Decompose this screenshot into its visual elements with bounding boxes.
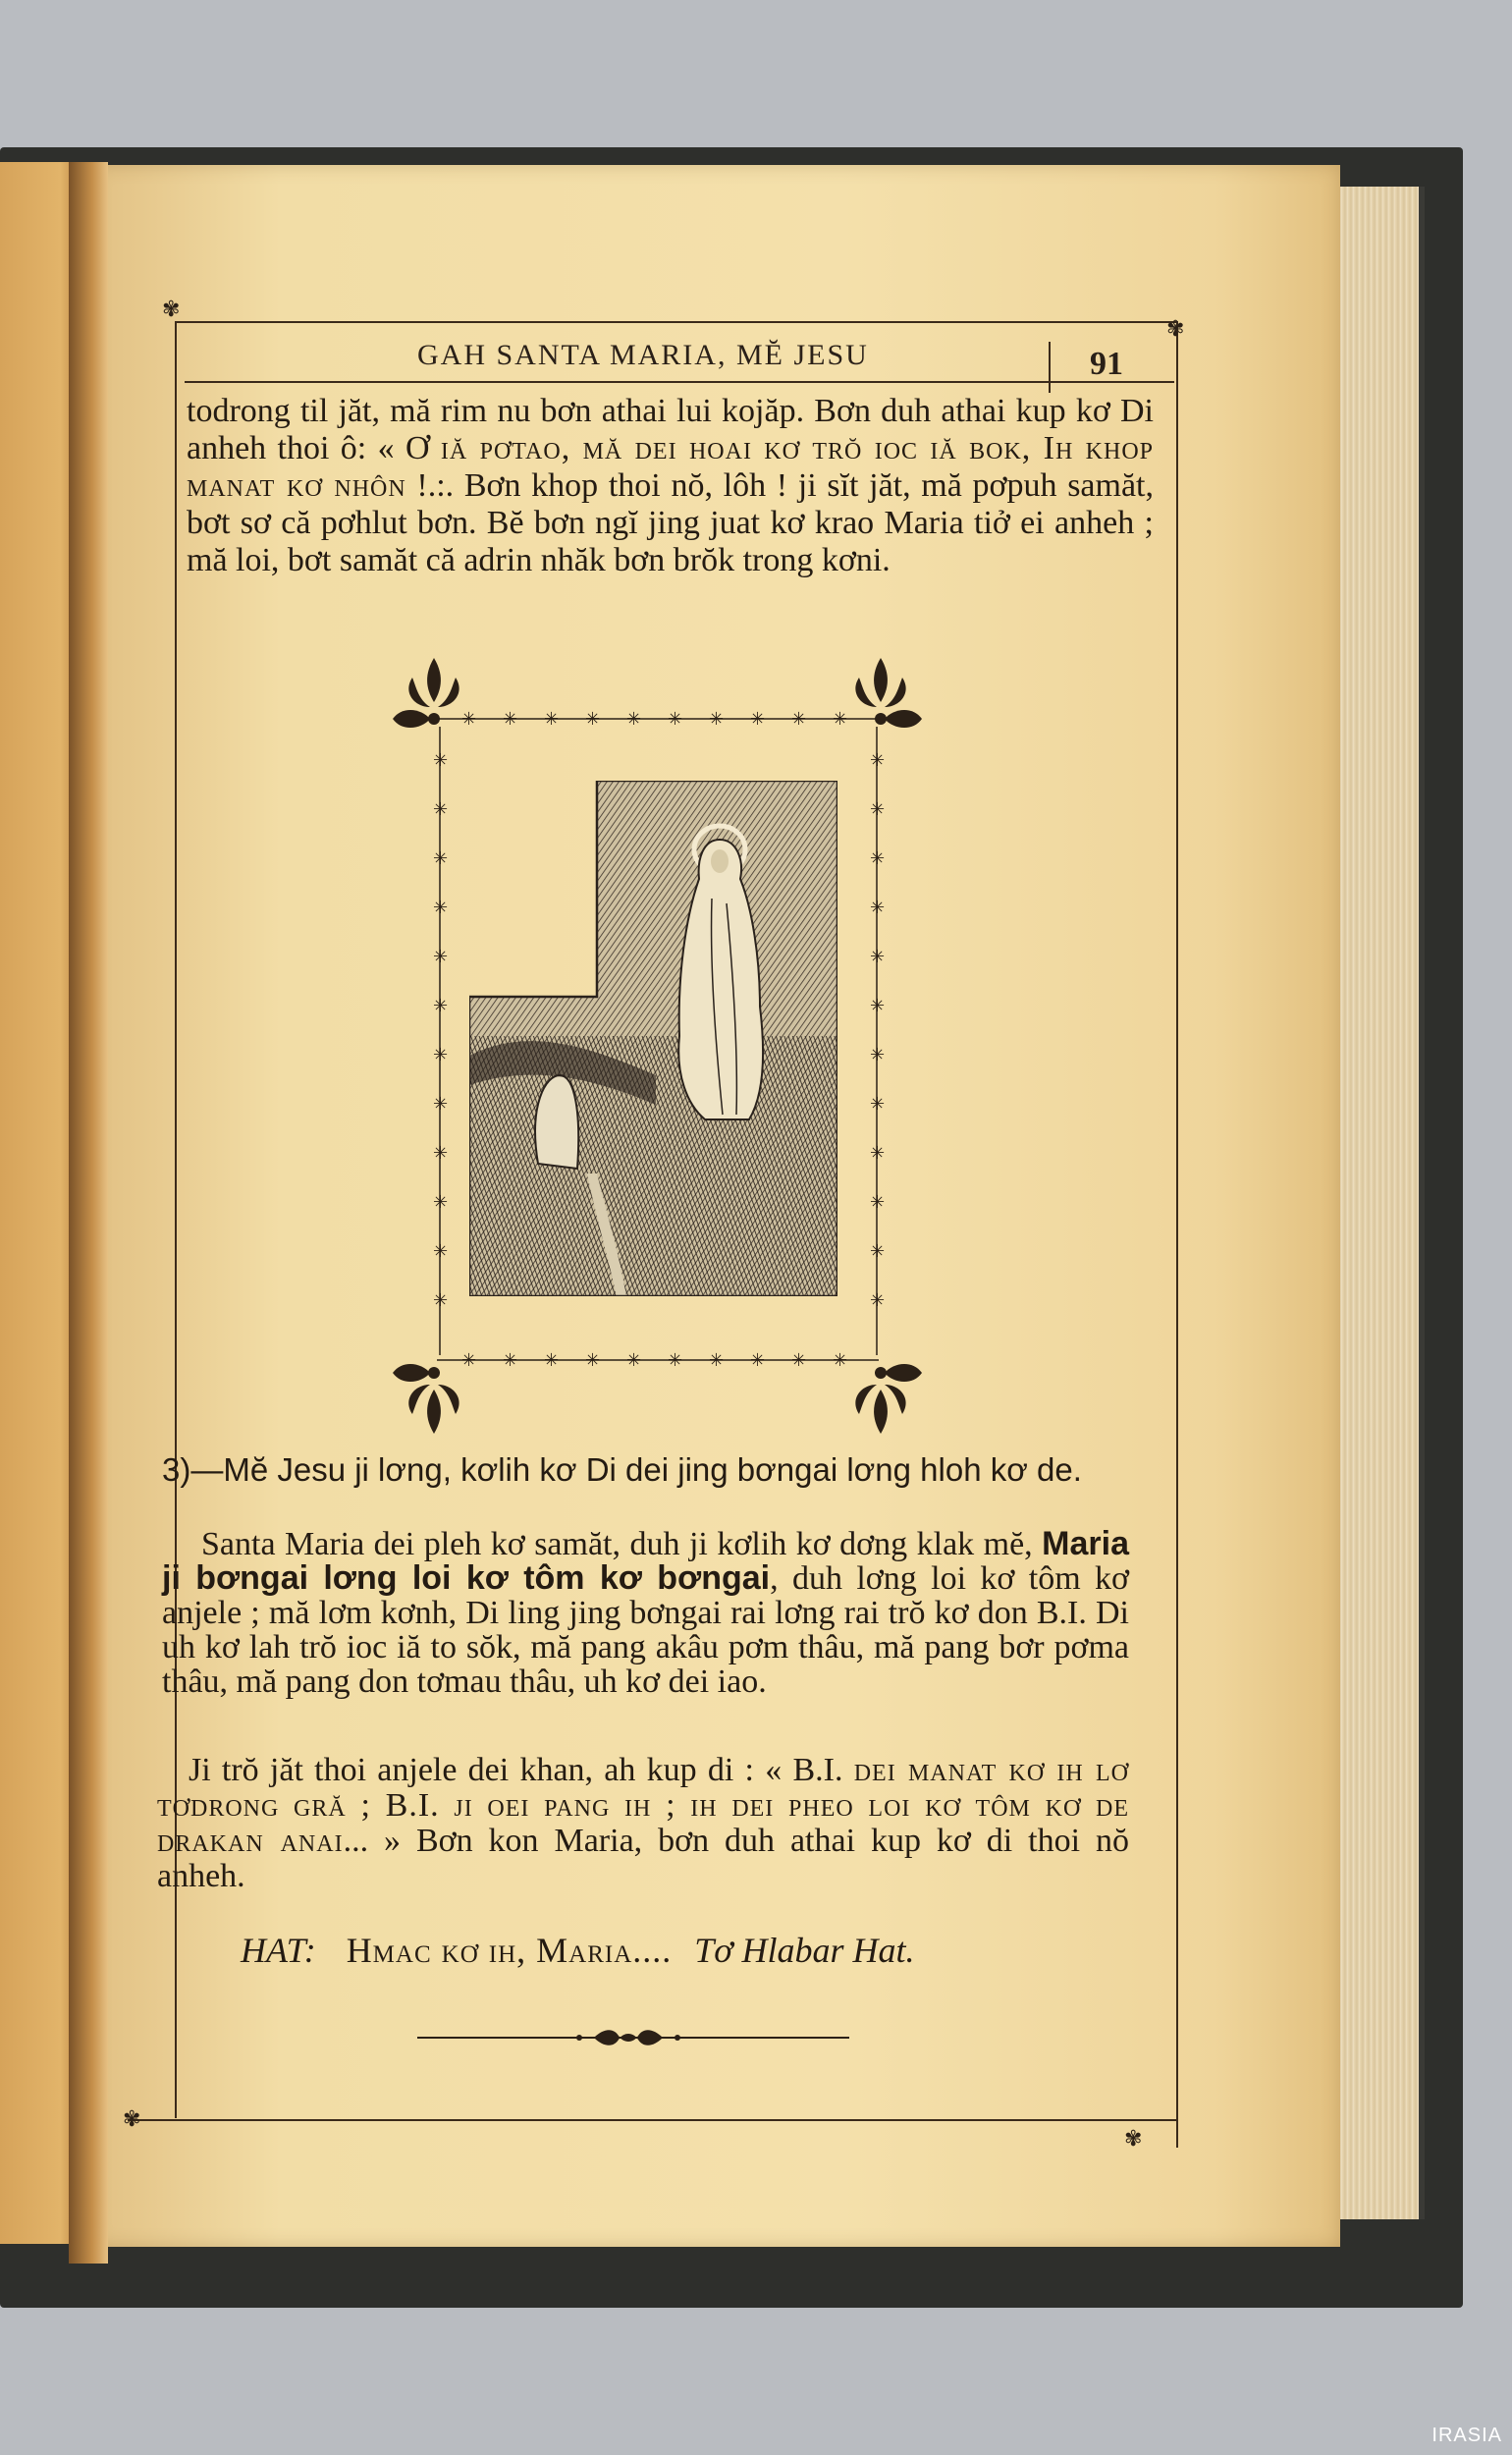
fleuron-corner-icon: ✾	[162, 298, 181, 322]
svg-text:✳: ✳	[585, 709, 601, 730]
paragraph-1	[187, 393, 1154, 579]
svg-text:✳: ✳	[870, 848, 886, 869]
hymn-reference: Tơ Hlabar Hat.	[694, 1931, 915, 1970]
paragraph-2-text: Santa Maria dei pleh kơ samăt, duh ji kơlih kơ dơng klak mĕ,	[201, 1526, 1043, 1562]
svg-text:✳: ✳	[503, 709, 518, 730]
header-divider	[1049, 342, 1051, 393]
virgin-mary-engraving	[469, 781, 837, 1296]
paragraph-3-text-end: ... » Bơn kon Maria, bơn duh athai kup kơ di thoi nŏ anheh.	[157, 1823, 1129, 1894]
book-gutter	[69, 162, 108, 2264]
svg-text:✳: ✳	[791, 709, 807, 730]
paragraph-3	[157, 1753, 1129, 1894]
svg-text:✳: ✳	[750, 1350, 766, 1371]
fleuron-corner-icon: ✾	[1124, 2127, 1143, 2152]
svg-text:✳: ✳	[461, 1350, 477, 1371]
svg-text:✳: ✳	[626, 1350, 642, 1371]
hymn-label: HAT:	[241, 1931, 316, 1970]
svg-text:✳: ✳	[750, 709, 766, 730]
paragraph-2-text-end: , duh lơng loi kơ tôm kơ anjele ; mă lơm kơnh, Di ling jing bơngai rai lơng rai trŏ kơ don B.I. Di uh kơ lah trŏ ioc iă to sŏk, mă pang akâu pơm thâu, mă pang bơr pơma thâu, mă pang don tơmau thâu, uh kơ dei iao.	[162, 1560, 1129, 1700]
svg-text:✳: ✳	[870, 1094, 886, 1115]
svg-text:✳: ✳	[870, 1143, 886, 1164]
fleuron-corner-icon: ✾	[123, 2107, 141, 2132]
page-edges	[1330, 187, 1425, 2219]
frame-top-rule	[175, 321, 1178, 323]
svg-text:✳: ✳	[433, 1143, 449, 1164]
svg-text:✳: ✳	[870, 799, 886, 820]
svg-text:✳: ✳	[870, 1045, 886, 1065]
svg-text:✳: ✳	[668, 709, 683, 730]
svg-text:✳: ✳	[503, 1350, 518, 1371]
frame-bottom-rule	[128, 2119, 1176, 2121]
paragraph-1-smallcaps: iă pơtao, mă dei hoai kơ trŏ ioc iă bok, Ih khop manat kơ nhôn	[187, 430, 1155, 504]
lily-ornament-icon	[393, 658, 459, 728]
svg-text:✳: ✳	[433, 1241, 449, 1262]
svg-text:✳: ✳	[433, 750, 449, 771]
svg-text:✳: ✳	[433, 848, 449, 869]
hymn-title: Hmac kơ ih, Maria....	[346, 1931, 673, 1970]
svg-text:✳: ✳	[433, 947, 449, 967]
frame-right-rule	[1176, 321, 1178, 2148]
svg-text:✳: ✳	[870, 898, 886, 918]
svg-text:✳: ✳	[433, 996, 449, 1016]
svg-text:✳: ✳	[585, 1350, 601, 1371]
svg-text:✳: ✳	[433, 1094, 449, 1115]
watermark: IRASIA	[1431, 2425, 1502, 2446]
svg-text:✳: ✳	[870, 947, 886, 967]
svg-text:✳: ✳	[433, 898, 449, 918]
svg-text:✳: ✳	[433, 1192, 449, 1213]
paragraph-1-text-end: !.:. Bơn khop thoi nŏ, lôh ! ji sĭt jăt, mă pơpuh samăt, bơt sơ că pơhlut bơn. Bĕ bơn ngĭ jing juat kơ krao Maria tiở ei anheh ; mă loi, bơt samăt că adrin nhăk bơn brŏk trong kơni.	[187, 467, 1154, 578]
paragraph-2-bold: Maria ji bơngai lơng loi kơ tôm kơ bơngai	[162, 1525, 1129, 1597]
scroll-ornament-icon	[417, 2028, 849, 2047]
svg-text:✳: ✳	[833, 709, 848, 730]
running-title: GAH SANTA MARIA, MĔ JESU	[417, 339, 869, 371]
svg-text:✳: ✳	[833, 1350, 848, 1371]
svg-text:✳: ✳	[668, 1350, 683, 1371]
svg-text:✳: ✳	[870, 1192, 886, 1213]
svg-text:✳: ✳	[544, 1350, 560, 1371]
header-rule	[185, 381, 1174, 383]
svg-text:✳: ✳	[433, 1290, 449, 1311]
svg-text:✳: ✳	[870, 1290, 886, 1311]
paragraph-2	[162, 1527, 1129, 1699]
svg-text:✳: ✳	[709, 709, 725, 730]
svg-text:✳: ✳	[709, 1350, 725, 1371]
svg-text:✳: ✳	[870, 1241, 886, 1262]
paragraph-3-text: Ji trŏ jăt thoi anjele dei khan, ah kup di : « B.I.	[189, 1752, 854, 1788]
svg-text:✳: ✳	[461, 709, 477, 730]
section-3-heading: 3)—Mĕ Jesu ji lơng, kơlih kơ Di dei jing bơngai lơng hloh kơ de.	[162, 1451, 1082, 1488]
page-number: 91	[1090, 346, 1123, 382]
paragraph-3-smallcaps: dei manat kơ ih lơ tơdrong gră ; B.I. ji oei pang ih ; ih dei pheo loi kơ tôm kơ de drakan anai	[157, 1752, 1129, 1859]
svg-text:✳: ✳	[433, 799, 449, 820]
svg-text:✳: ✳	[870, 996, 886, 1016]
svg-text:✳: ✳	[544, 709, 560, 730]
svg-text:✳: ✳	[870, 750, 886, 771]
fleuron-corner-icon: ✾	[1166, 317, 1185, 342]
svg-text:✳: ✳	[791, 1350, 807, 1371]
hymn-line	[241, 1930, 1124, 1971]
svg-text:✳: ✳	[433, 1045, 449, 1065]
svg-text:✳: ✳	[626, 709, 642, 730]
paragraph-1-text: todrong til jăt, mă rim nu bơn athai lui kojăp. Bơn duh athai kup kơ Di anheh thoi ô: « Ơ	[187, 393, 1154, 466]
